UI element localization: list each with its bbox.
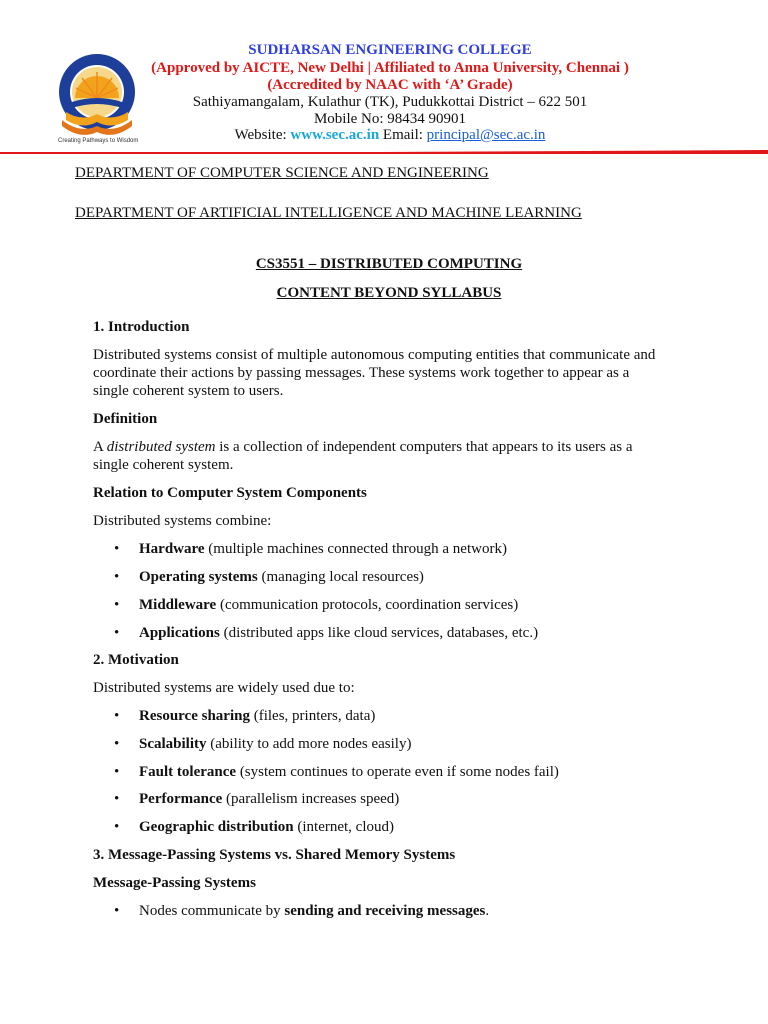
intro-para-line: single coherent system to users.	[93, 383, 284, 399]
definition-heading: Definition	[93, 411, 158, 427]
college-logo	[52, 50, 142, 150]
definition-text: A distributed system is a collection of independent computers that appears to its users as a	[93, 439, 633, 455]
approval-line: (Approved by AICTE, New Delhi | Affiliated to Anna University, Chennai )	[151, 60, 629, 76]
website-label: Website:	[234, 127, 287, 143]
address-line: Sathiyamangalam, Kulathur (TK), Pudukkottai District – 622 501	[192, 94, 588, 110]
mobile-line: Mobile No: 98434 90901	[313, 111, 467, 127]
accreditation-line: (Accredited by NAAC with ‘A’ Grade)	[267, 77, 513, 93]
header-rule	[0, 150, 768, 154]
combine-intro: Distributed systems combine:	[93, 513, 272, 529]
intro-para-line: coordinate their actions by passing messages. These systems work together to appear as a	[93, 365, 630, 381]
department-aiml: DEPARTMENT OF ARTIFICIAL INTELLIGENCE AND MACHINE LEARNING	[75, 205, 582, 221]
intro-para-line: Distributed systems consist of multiple autonomous computing entities that communicate and	[93, 347, 656, 363]
course-title: CS3551 – DISTRIBUTED COMPUTING	[255, 256, 523, 272]
logo-tagline: Creating Pathways to Wisdom	[58, 138, 139, 144]
department-cse: DEPARTMENT OF COMPUTER SCIENCE AND ENGINEERING	[75, 165, 489, 181]
section-heading: 3. Message-Passing Systems vs. Shared Memory Systems	[93, 847, 456, 863]
website-link[interactable]: www.sec.ac.in	[290, 127, 380, 143]
subsection-heading: Message-Passing Systems	[93, 875, 256, 891]
contact-line	[140, 127, 640, 144]
email-link[interactable]: principal@sec.ac.in	[426, 127, 546, 143]
motivation-intro: Distributed systems are widely used due to:	[93, 680, 355, 696]
section-heading: 2. Motivation	[93, 652, 179, 668]
college-name: SUDHARSAN ENGINEERING COLLEGE	[248, 42, 532, 58]
content-subtitle: CONTENT BEYOND SYLLABUS	[276, 285, 502, 301]
definition-text-line2: single coherent system.	[93, 457, 234, 473]
relation-heading: Relation to Computer System Components	[93, 485, 367, 501]
section-heading: 1. Introduction	[93, 319, 190, 335]
email-label: Email:	[382, 127, 423, 143]
